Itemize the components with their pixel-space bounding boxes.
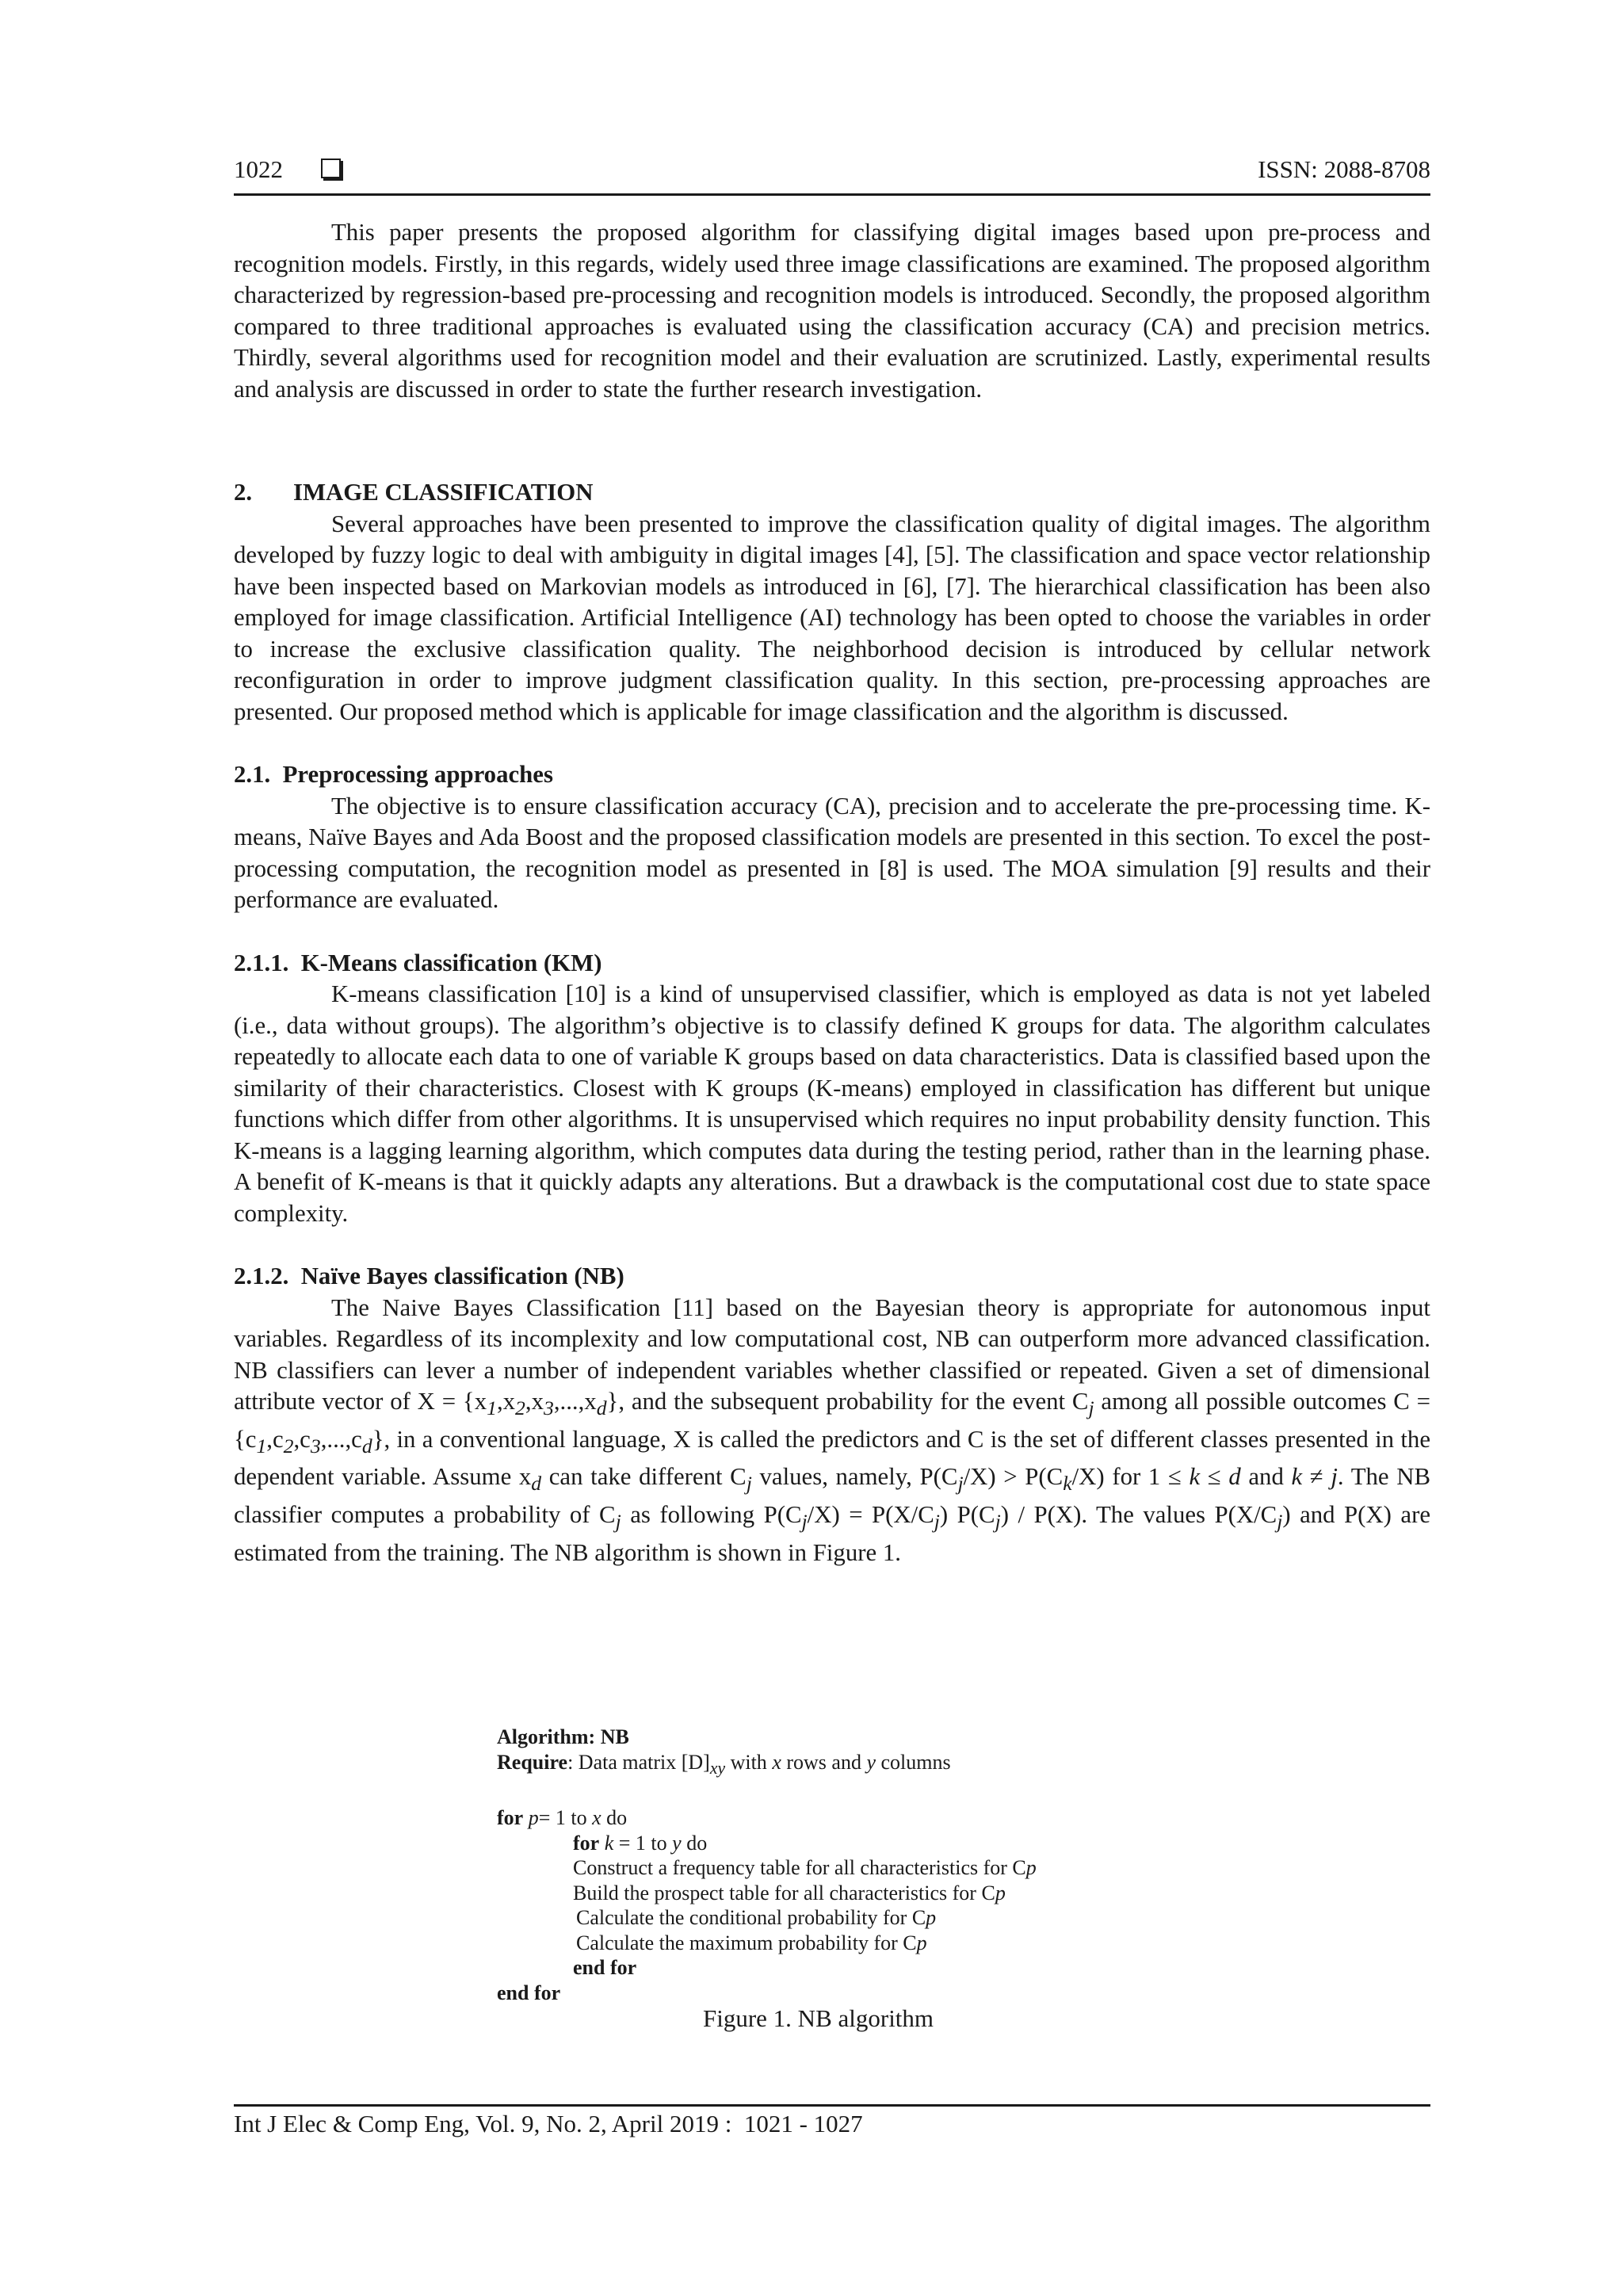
journal-citation: Int J Elec & Comp Eng, Vol. 9, No. 2, April 2019 : 1021 - 1027 (234, 2110, 863, 2137)
algorithm-step-1: Construct a frequency table for all characteristics for Cp (573, 1856, 1037, 1880)
algorithm-inner-loop: for k = 1 to y do (573, 1831, 708, 1855)
algorithm-end-outer: end for (497, 1981, 561, 2004)
section-2-1-2-paragraph: The Naive Bayes Classification [11] based on the Bayesian theory is appropriate for autonomous input variables. Regardless of its incomplexity and low computational cost, NB can outperform more advanced classification. NB classifiers can lever a number of independent variables whether classified or repeated. Given a set of dimensional attribute vector of $X = \{x_1,x_2,x_3,...,x_d\}$, and the subsequent probability for the event $C_j$ among all possible outcomes $C = \{c_1,c_2,c_3,...,c_d\}$, in a conventional language, X is called the predictors and C is the set of different classes presented in the dependent variable. Assume $x_d$ can take different $C_j$ values, namely, $P(C_j/X) > P(C_k/X)$ for 1 ≤ k ≤ d and k ≠ j. The NB classifier computes a probability of $C_j$ as following $P(C_j/X) = P(X/C_j)$ $P(C_j) / P(X)$. The values $P(X/C_j)$ and P(X) are estimated from the training. The NB algorithm is shown in Figure 1. (234, 1293, 1431, 1566)
square-bullet-icon (321, 159, 341, 178)
page-footer (234, 2104, 1430, 2138)
section-2-1-2-heading: 2.1.2. Naïve Bayes classification (NB) (234, 1263, 624, 1289)
section-2-number: 2. (234, 479, 253, 506)
algorithm-step-3: Calculate the conditional probability for Cp (576, 1906, 937, 1930)
algorithm-title: Algorithm: NB (497, 1725, 629, 1748)
algorithm-end-inner: end for (573, 1956, 637, 1980)
section-2-1-paragraph: The objective is to ensure classification accuracy (CA), precision and to accelerate the pre-processing time. K-means, Naïve Bayes and Ada Boost and the proposed classification models are presented in this section. To excel the post-processing computation, the recognition model as presented in [8] is used. The MOA simulation [9] results and their performance are evaluated. (234, 792, 1430, 913)
algorithm-step-2: Build the prospect table for all characteristics for Cp (573, 1881, 1006, 1904)
section-2-1-heading: 2.1. Preprocessing approaches (234, 761, 553, 788)
article-body (234, 217, 1430, 1568)
intro-paragraph: This paper presents the proposed algorithm for classifying digital images based upon pre-process and recognition models. Firstly, in this regards, widely used three image classifications are examined. The proposed algorithm characterized by regression-based pre-processing and recognition models is introduced. Secondly, the proposed algorithm compared to three traditional approaches is evaluated using the classification accuracy (CA) and precision metrics. Thirdly, several algorithms used for recognition model and their evaluation are scrutinized. Lastly, experimental results and analysis are discussed in order to state the further research investigation. (234, 219, 1430, 403)
algorithm-step-4: Calculate the maximum probability for Cp (576, 1931, 927, 1954)
page-number: 1022 (234, 155, 283, 183)
section-2-heading (234, 477, 1430, 509)
algorithm-require: Require: Data matrix $[D]_{xy}$ with x rows and y columns (497, 1750, 951, 1778)
page-header (234, 155, 1430, 196)
section-2-title: IMAGE CLASSIFICATION (293, 479, 594, 506)
section-2-1-1-heading: 2.1.1. K-Means classification (KM) (234, 949, 602, 976)
figure-caption: Figure 1. NB algorithm (703, 2004, 934, 2032)
algorithm-outer-loop: for p= 1 to x do (497, 1806, 628, 1830)
nb-algorithm-figure (497, 1725, 1037, 2005)
issn-label: ISSN: 2088-8708 (1258, 155, 1430, 183)
section-2-paragraph: Several approaches have been presented to improve the classification quality of digital images. The algorithm developed by fuzzy logic to deal with ambiguity in digital images [4], [5]. The classification and space vector relationship have been inspected based on Markovian models as introduced in [6], [7]. The hierarchical classification has been also employed for image classification. Artificial Intelligence (AI) technology has been opted to choose the variables in order to increase the exclusive classification quality. The neighborhood decision is introduced by cellular network reconfiguration in order to improve judgment classification quality. In this section, pre-processing approaches are presented. Our proposed method which is applicable for image classification and the algorithm is discussed. (234, 510, 1430, 725)
section-2-1-1-paragraph: K-means classification [10] is a kind of unsupervised classifier, which is employed as data is not yet labeled (i.e., data without groups). The algorithm’s objective is to classify defined K groups for data. The algorithm calculates repeatedly to allocate each data to one of variable K groups based on data characteristics. Data is classified based upon the similarity of their characteristics. Closest with K groups (K-means) employed in classification has different but unique functions which differ from other algorithms. It is unsupervised which requires no input probability density function. This K-means is a lagging learning algorithm, which computes data during the testing period, rather than in the learning phase. A benefit of K-means is that it quickly adapts any alterations. But a drawback is the computational cost due to state space complexity. (234, 980, 1430, 1227)
